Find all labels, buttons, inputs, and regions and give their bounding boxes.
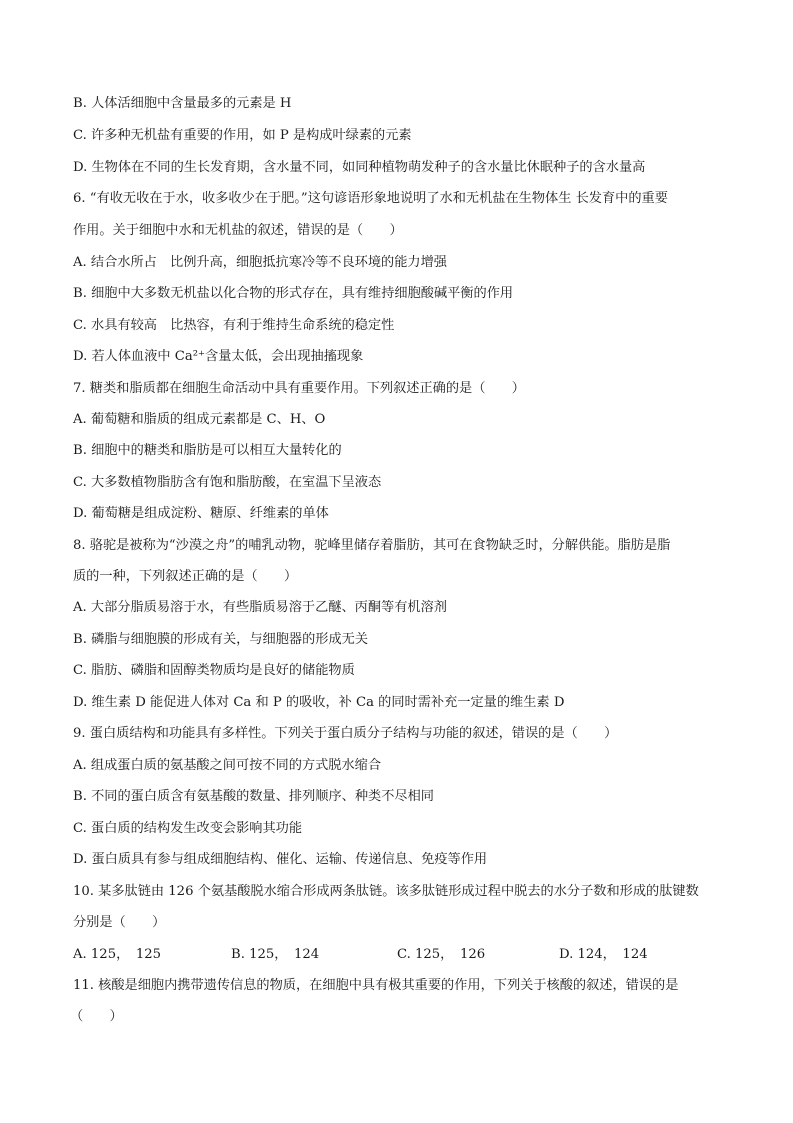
question-11-stem: 11. 核酸是细胞内携带遗传信息的物质，在细胞中具有极其重要的作用，下列关于核酸的叙述，错误的是 bbox=[73, 978, 679, 993]
option-line: B. 人体活细胞中含量最多的元素是 H bbox=[73, 96, 292, 111]
option-d: D. 124， 124 bbox=[559, 947, 648, 962]
option-a: A. 125， 125 bbox=[73, 947, 162, 962]
question-6-stem-cont: 作用。关于细胞中水和无机盐的叙述，错误的是（ ） bbox=[73, 223, 403, 238]
option-line: C. 蛋白质的结构发生改变会影响其功能 bbox=[73, 821, 303, 836]
option-line: C. 脂肪、磷脂和固醇类物质均是良好的储能物质 bbox=[73, 663, 355, 678]
question-8-stem: 8. 骆驼是被称为“沙漠之舟”的哺乳动物，驼峰里储存着脂肪，其可在食物缺乏时，分解供能。脂肪是脂 bbox=[73, 538, 671, 553]
option-line: D. 蛋白质具有参与组成细胞结构、催化、运输、传递信息、免疫等作用 bbox=[73, 852, 488, 867]
option-line: D. 葡萄糖是组成淀粉、糖原、纤维素的单体 bbox=[73, 506, 329, 521]
option-b: B. 125， 124 bbox=[231, 947, 320, 962]
option-line: A. 组成蛋白质的氨基酸之间可按不同的方式脱水缩合 bbox=[73, 758, 382, 773]
question-7-stem: 7. 糖类和脂质都在细胞生命活动中具有重要作用。下列叙述正确的是（ ） bbox=[73, 381, 525, 396]
question-11-stem-cont: （ ） bbox=[70, 1009, 123, 1024]
option-c: C. 125， 126 bbox=[397, 947, 486, 962]
option-line: A. 结合水所占 比例升高，细胞抵抗寒冷等不良环境的能力增强 bbox=[73, 255, 447, 270]
option-line: A. 大部分脂质易溶于水，有些脂质易溶于乙醚、丙酮等有机溶剂 bbox=[73, 600, 447, 615]
question-10-stem: 10. 某多肽链由 126 个氨基酸脱水缩合形成两条肽链。该多肽链形成过程中脱去的水分子数和形成的肽键数 bbox=[73, 884, 699, 899]
option-line: C. 许多种无机盐有重要的作用，如 P 是构成叶绿素的元素 bbox=[73, 128, 412, 143]
option-line: D. 维生素 D 能促进人体对 Ca 和 P 的吸收，补 Ca 的同时需补充一定量的维生素 D bbox=[73, 695, 565, 710]
question-10-stem-cont: 分别是（ ） bbox=[73, 915, 166, 930]
question-6-stem: 6. “有收无收在于水，收多收少在于肥。”这句谚语形象地说明了水和无机盐在生物体生 长发育中的重要 bbox=[73, 191, 668, 206]
option-line: B. 磷脂与细胞膜的形成有关，与细胞器的形成无关 bbox=[73, 632, 369, 647]
option-line: B. 不同的蛋白质含有氨基酸的数量、排列顺序、种类不尽相同 bbox=[73, 789, 434, 804]
option-line: B. 细胞中的糖类和脂肪是可以相互大量转化的 bbox=[73, 443, 342, 458]
option-line: D. 若人体血液中 Ca²⁺含量太低，会出现抽搐现象 bbox=[73, 349, 364, 364]
question-8-stem-cont: 质的一种，下列叙述正确的是（ ） bbox=[73, 569, 298, 584]
option-line: D. 生物体在不同的生长发育期，含水量不同，如同种植物萌发种子的含水量比休眠种子的含水量高 bbox=[73, 160, 646, 175]
option-line: C. 大多数植物脂肪含有饱和脂肪酸，在室温下呈液态 bbox=[73, 475, 382, 490]
question-9-stem: 9. 蛋白质结构和功能具有多样性。下列关于蛋白质分子结构与功能的叙述，错误的是（ ） bbox=[73, 726, 618, 741]
option-line: B. 细胞中大多数无机盐以化合物的形式存在，具有维持细胞酸碱平衡的作用 bbox=[73, 286, 514, 301]
option-line: C. 水具有较高 比热容，有利于维持生命系统的稳定性 bbox=[73, 318, 395, 333]
option-line: A. 葡萄糖和脂质的组成元素都是 C、H、O bbox=[73, 412, 326, 427]
